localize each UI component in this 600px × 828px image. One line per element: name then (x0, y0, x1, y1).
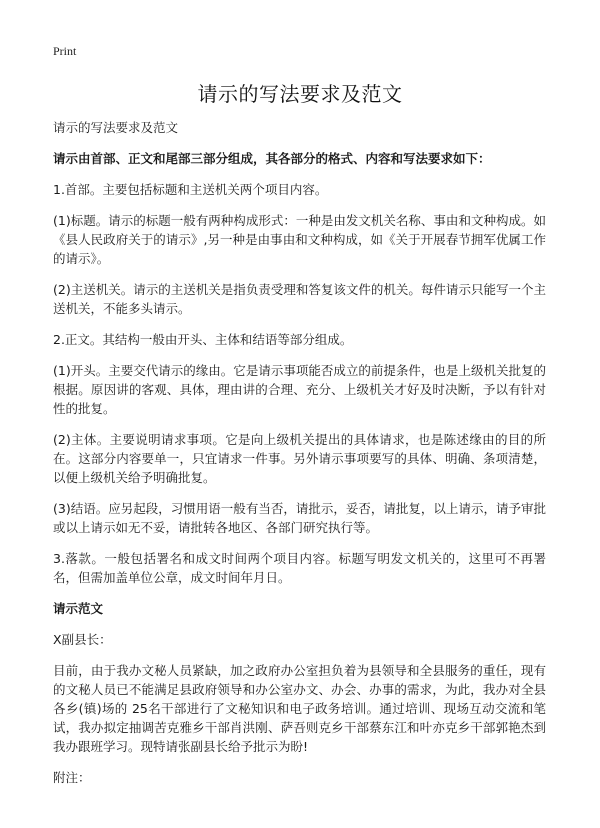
print-link[interactable]: Print (53, 44, 77, 58)
paragraph-title: (1)标题。请示的标题一般有两种构成形式：一种是由发文机关名称、事由和文种构成。如《县人民政府关于的请示》,另一种是由事由和文种构成，如《关于开展春节拥军优属工作的请示》。 (53, 213, 546, 266)
sample-heading: 请示范文 (53, 601, 104, 616)
salutation: X副县长： (53, 632, 112, 647)
paragraph-opening: (1)开头。主要交代请示的缘由。它是请示事项能否成立的前提条件，也是上级机关批复的根据。原因讲的客观、具体，理由讲的合理、充分、上级机关才好及时决断，予以有针对性的批复。 (53, 363, 546, 416)
paragraph-closing: (3)结语。应另起段，习惯用语一般有当否，请批示，妥否，请批复，以上请示，请予审批或以上请示如无不妥，请批转各地区、各部门研究执行等。 (53, 501, 546, 535)
paragraph-main: (2)主体。主要说明请求事项。它是向上级机关提出的具体请求，也是陈述缘由的目的所在。这部分内容要单一，只宜请求一件事。另外请示事项要写的具体、明确、条项清楚，以便上级机关给予明确批复。 (53, 432, 546, 485)
sample-body: 目前，由于我办文秘人员紧缺，加之政府办公室担负着为县领导和全县服务的重任，现有的文秘人员已不能满足县政府领导和办公室办文、办会、办事的需求，为此，我办对全县各乡(镇)场的 25名干部进行了文秘知识和电子政务培训。通过培训、现场互动交流和笔试，我办拟定抽调苦克雅乡干部肖洪刚、萨吾则克乡干部蔡东江和叶亦克乡干部郭艳杰到我办跟班学习。现特请张副县长给予批示为盼! (53, 663, 546, 754)
intro-heading: 请示由首部、正文和尾部三部分组成，其各部分的格式、内容和写法要求如下： (53, 151, 491, 166)
attachment-label: 附注： (53, 770, 91, 785)
paragraph-recipient: (2)主送机关。请示的主送机关是指负责受理和答复该文件的机关。每件请示只能写一个主送机关，不能多头请示。 (53, 282, 546, 316)
paragraph-signature: 3.落款。一般包括署名和成文时间两个项目内容。标题写明发文机关的，这里可不再署名，但需加盖单位公章，成文时间年月日。 (53, 551, 546, 585)
page-title: 请示的写法要求及范文 (197, 82, 403, 106)
paragraph-header-section: 1.首部。主要包括标题和主送机关两个项目内容。 (53, 182, 328, 197)
document-body (53, 118, 546, 799)
paragraph-body-section: 2.正文。其结构一般由开头、主体和结语等部分组成。 (53, 332, 353, 347)
document-subtitle: 请示的写法要求及范文 (53, 120, 179, 135)
